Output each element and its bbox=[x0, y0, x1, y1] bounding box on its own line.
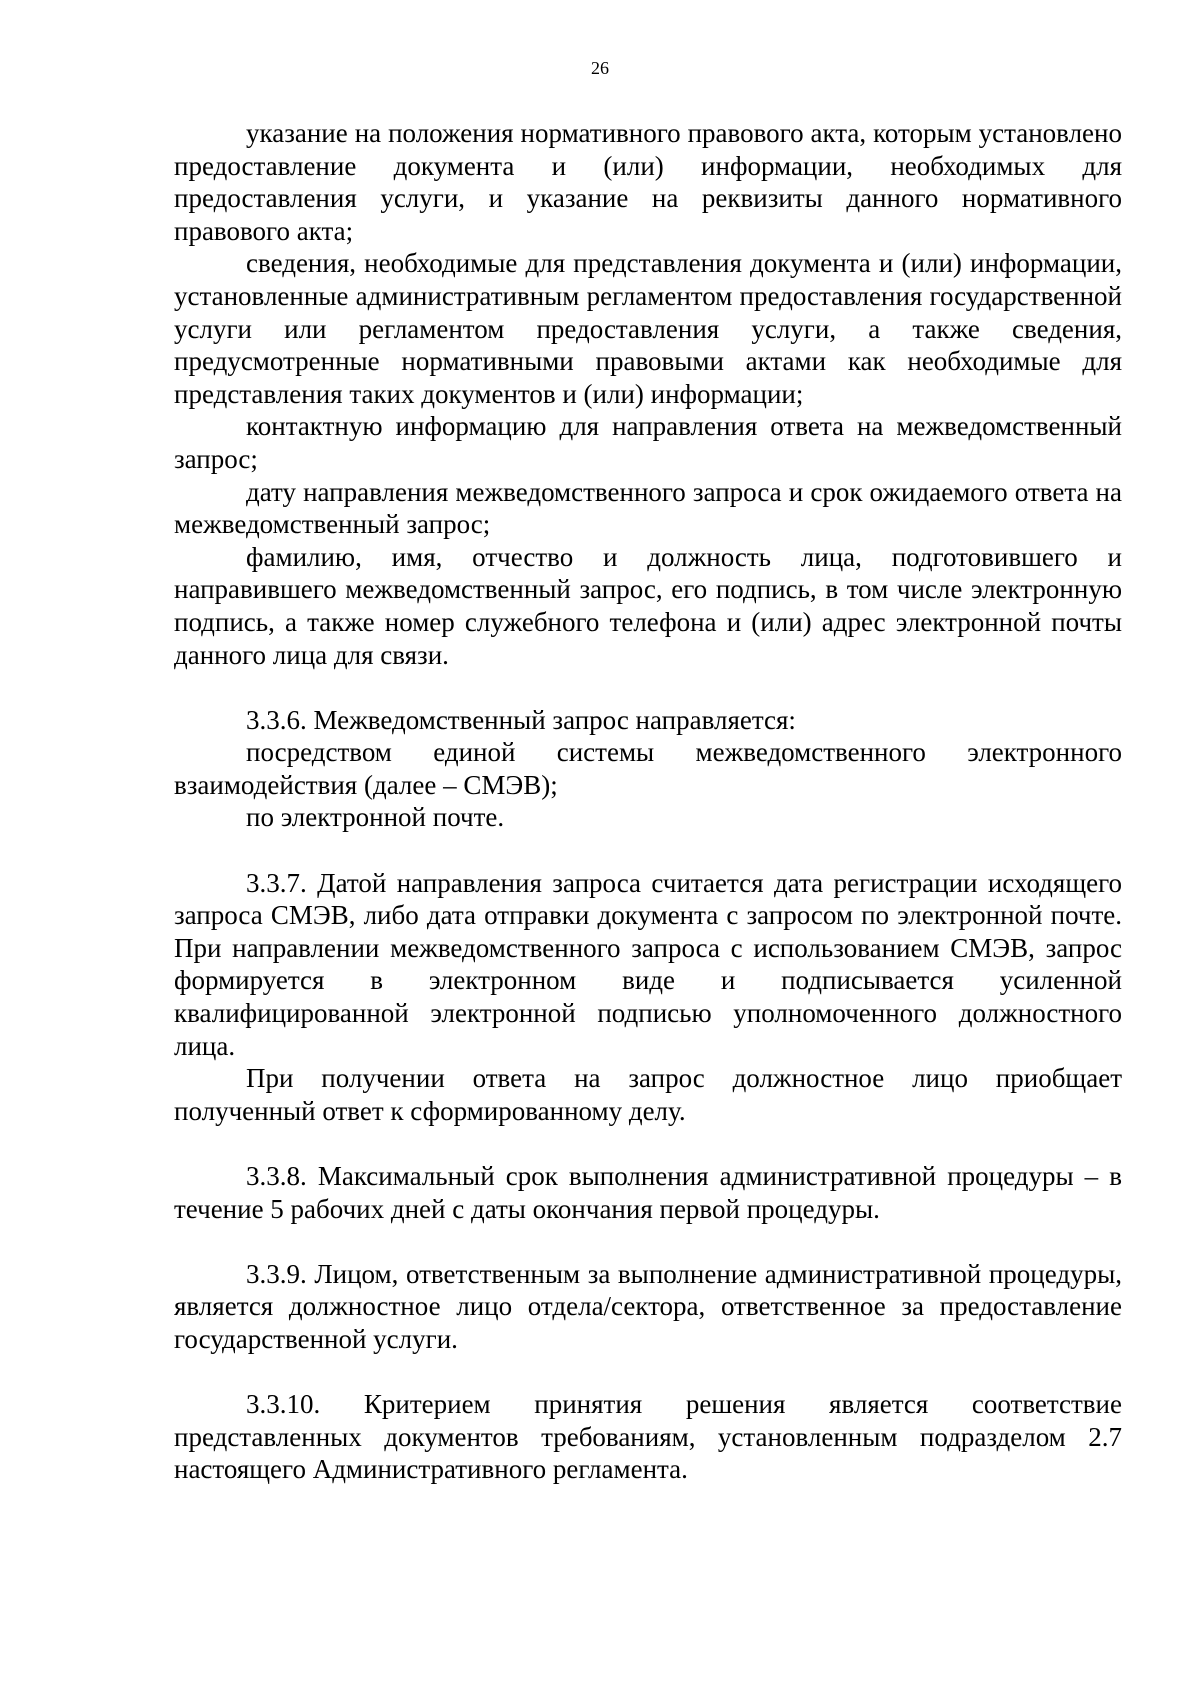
section-3-3-9: 3.3.9. Лицом, ответственным за выполнение административной процедуры, является должностное лицо отдела/сектора, ответственное за предоставление государственной услуги. bbox=[174, 1258, 1122, 1354]
paragraph-response-attach: При получении ответа на запрос должностное лицо приобщает полученный ответ к сформированному делу. bbox=[174, 1063, 1122, 1126]
document-body bbox=[174, 117, 1122, 1486]
paragraph-required-info: сведения, необходимые для представления документа и (или) информации, установленные административным регламентом предоставления государственной услуги или регламентом предоставления услуги, а также сведения, предусмотренные нормативными правовыми актами как необходимые для представления таких документов и (или) информации; bbox=[174, 248, 1122, 409]
paragraph-official-details: фамилию, имя, отчество и должность лица, подготовившего и направившего межведомственный запрос, его подпись, в том числе электронную подпись, а также номер служебного телефона и (или) адрес электронной почты данного лица для связи. bbox=[174, 541, 1122, 670]
section-3-3-7: 3.3.7. Датой направления запроса считается дата регистрации исходящего запроса СМЭВ, либо дата отправки документа с запросом по электронной почте. При направлении межведомственного запроса с использованием СМЭВ, запрос формируется в электронном виде и подписывается усиленной квалифицированной электронной подписью уполномоченного должностного лица. bbox=[174, 867, 1122, 1061]
paragraph-smev-channel: посредством единой системы межведомственного электронного взаимодействия (далее – СМЭВ); bbox=[174, 737, 1122, 800]
section-3-3-10: 3.3.10. Критерием принятия решения является соответствие представленных документов требованиям, установленным подразделом 2.7 настоящего Административного регламента. bbox=[174, 1389, 1122, 1485]
page-number: 26 bbox=[591, 58, 609, 78]
paragraph-request-date: дату направления межведомственного запроса и срок ожидаемого ответа на межведомственный запрос; bbox=[174, 476, 1122, 540]
paragraph-contact-info: контактную информацию для направления ответа на межведомственный запрос; bbox=[174, 411, 1122, 474]
paragraph-email-channel: по электронной почте. bbox=[246, 802, 505, 833]
section-3-3-6-heading: 3.3.6. Межведомственный запрос направляется: bbox=[246, 704, 796, 735]
paragraph-legal-act-reference: указание на положения нормативного правового акта, которым установлено предоставление документа и (или) информации, необходимых для предоставления услуги, и указание на реквизиты данного нормативного правового акта; bbox=[174, 118, 1122, 246]
section-3-3-8: 3.3.8. Максимальный срок выполнения административной процедуры – в течение 5 рабочих дней с даты окончания первой процедуры. bbox=[174, 1161, 1122, 1224]
